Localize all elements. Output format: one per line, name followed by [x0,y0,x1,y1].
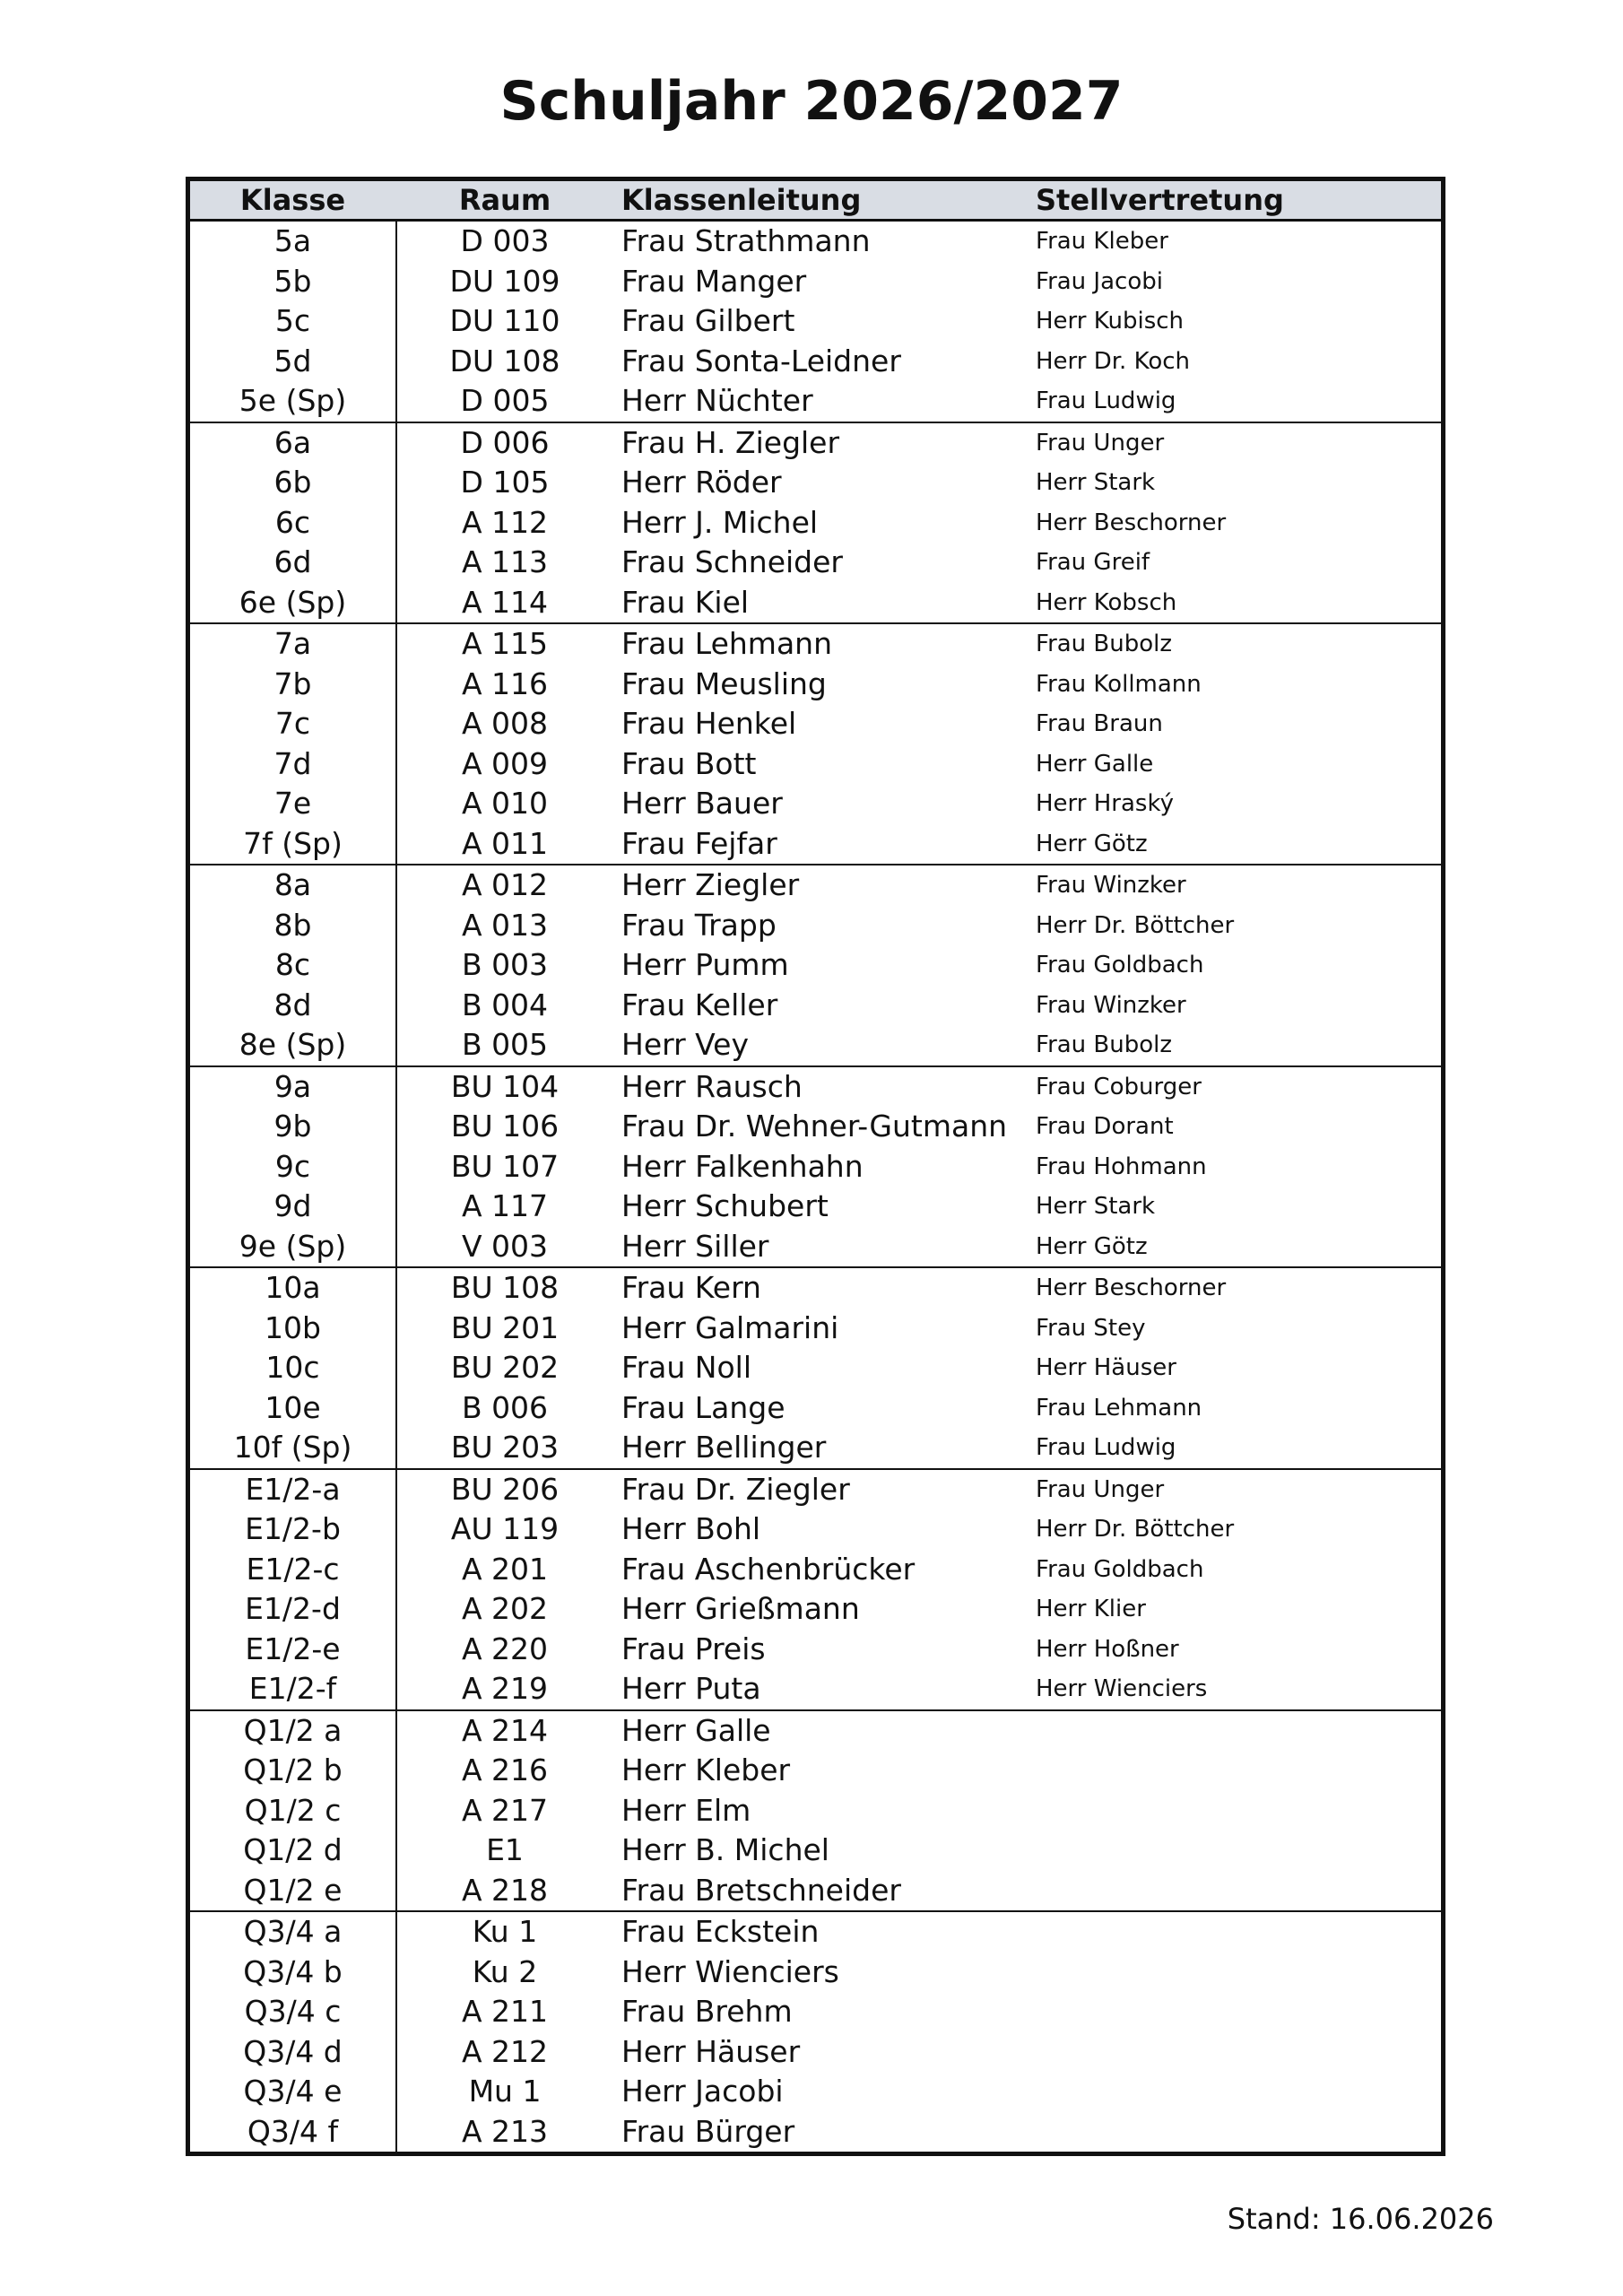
cell-stellvertretung: Frau Lehmann [1036,1394,1202,1422]
table-row [190,1509,1441,1550]
table-row [190,2112,1441,2152]
cell-stellvertretung [1036,1912,1439,1952]
cell-stellvertretung: Frau Braun [1036,710,1163,737]
cell-klassenleitung: Frau Henkel [621,706,797,741]
cell-raum: A 117 [461,1188,549,1223]
cell-klasse: 7b [273,665,312,701]
cell-klassenleitung: Frau Gilbert [621,303,795,338]
cell-raum: BU 203 [450,1430,560,1465]
cell-klassenleitung: Herr J. Michel [621,504,819,540]
cell-raum: A 213 [461,2113,549,2149]
cell-klasse: 10a [265,1270,321,1305]
cell-stellvertretung: Herr Kobsch [1036,588,1177,616]
table-row [190,423,1441,464]
cell-klasse: 8c [274,947,311,982]
cell-klasse: 10f (Sp) [233,1430,352,1465]
table-row [190,1348,1441,1388]
cell-klasse: 5d [273,343,312,378]
cell-raum: D 005 [460,383,550,418]
cell-klasse: 7e [273,786,312,821]
cell-klasse: 10b [265,1309,321,1345]
table-row [190,1992,1441,2032]
cell-raum: A 009 [461,745,549,781]
cell-stellvertretung: Herr Klier [1036,1596,1146,1622]
cell-klasse: Q3/4 d [243,2033,343,2069]
cell-stellvertretung: Herr Götz [1036,830,1148,857]
cell-klassenleitung: Frau Eckstein [621,1914,820,1949]
table-row [190,1550,1441,1590]
table-row [190,1630,1441,1670]
cell-raum: A 217 [461,1792,549,1828]
cell-stellvertretung: Herr Dr. Koch [1036,347,1191,375]
cell-klassenleitung: Herr Bohl [621,1511,761,1546]
cell-klasse: 9b [273,1109,312,1144]
cell-klassenleitung: Herr Schubert [621,1188,829,1223]
cell-raum: B 006 [461,1389,549,1425]
cell-stellvertretung: Frau Bubolz [1036,631,1173,657]
cell-klasse: 5e (Sp) [239,383,347,418]
cell-klasse: 6d [273,544,312,579]
cell-raum: BU 202 [450,1350,560,1385]
cell-raum: D 006 [460,424,550,460]
cell-klasse: 7d [273,745,312,781]
cell-klassenleitung: Frau Preis [621,1631,766,1666]
cell-stellvertretung: Frau Unger [1036,1475,1165,1503]
cell-stellvertretung: Herr Hoßner [1036,1635,1179,1663]
cell-klassenleitung: Herr Häuser [621,2033,801,2069]
table-row [190,342,1441,382]
cell-raum: A 011 [461,825,549,861]
table-row [190,301,1441,342]
table-row [190,945,1441,986]
cell-raum: E1 [486,1832,524,1867]
cell-raum: A 214 [461,1712,549,1748]
cell-stellvertretung [1036,1711,1439,1752]
cell-klassenleitung: Frau Lange [621,1389,785,1425]
cell-klassenleitung: Herr Falkenhahn [621,1148,864,1184]
cell-stellvertretung: Herr Dr. Böttcher [1036,911,1235,939]
table-row [190,1952,1441,1993]
table-row [190,865,1441,906]
cell-klassenleitung: Herr Rausch [621,1068,803,1104]
cell-stellvertretung [1036,1992,1439,2032]
cell-klasse: 10c [265,1350,320,1385]
cell-klasse: E1/2-a [245,1471,341,1507]
cell-klasse: 8e (Sp) [239,1027,347,1062]
table-row [190,1912,1441,1952]
table-row [190,1428,1441,1470]
cell-stellvertretung: Frau Ludwig [1036,387,1176,414]
cell-raum: A 216 [461,1752,549,1787]
cell-stellvertretung: Frau Bubolz [1036,1031,1173,1058]
cell-klassenleitung: Frau Bretschneider [621,1872,901,1908]
cell-klasse: 7a [273,626,312,661]
cell-klassenleitung: Herr Röder [621,465,782,500]
table-row [190,1831,1441,1871]
cell-klassenleitung: Herr Nüchter [621,383,813,418]
cell-raum: A 220 [461,1631,549,1666]
cell-klassenleitung: Frau Dr. Ziegler [621,1471,850,1507]
cell-raum: A 010 [461,786,549,821]
class-table [186,177,1445,2156]
cell-klassenleitung: Herr Siller [621,1228,769,1264]
cell-raum: D 105 [460,465,550,500]
table-row [190,2072,1441,2112]
table-row [190,704,1441,744]
cell-klassenleitung: Frau Keller [621,987,778,1022]
cell-stellvertretung: Herr Häuser [1036,1354,1176,1381]
cell-raum: B 005 [461,1027,549,1062]
cell-raum: DU 109 [449,263,560,299]
cell-klassenleitung: Frau Manger [621,263,807,299]
cell-stellvertretung: Herr Kubisch [1036,308,1185,335]
cell-stellvertretung: Frau Coburger [1036,1073,1202,1100]
table-header-row [190,181,1441,222]
cell-klasse: 9a [273,1068,312,1104]
cell-raum: A 114 [461,584,549,620]
cell-stellvertretung: Herr Beschorner [1036,509,1227,536]
table-row [190,1791,1441,1831]
table-row [190,2032,1441,2073]
cell-stellvertretung: Herr Galle [1036,750,1154,778]
cell-klassenleitung: Frau Kern [621,1270,761,1305]
table-row [190,1871,1441,1913]
cell-raum: A 008 [461,706,549,741]
header-klassenleitung: Klassenleitung [621,183,862,217]
cell-klassenleitung: Frau Bürger [621,2113,795,2149]
table-row [190,1470,1441,1510]
cell-klassenleitung: Herr Bellinger [621,1430,827,1465]
cell-raum: A 211 [461,1994,549,2029]
cell-raum: B 003 [461,947,549,982]
cell-klasse: Q3/4 a [243,1914,343,1949]
cell-klassenleitung: Herr Pumm [621,947,789,982]
cell-klassenleitung: Frau Aschenbrücker [621,1551,916,1587]
header-stellvertretung: Stellvertretung [1036,183,1284,217]
cell-klassenleitung: Herr Wienciers [621,1953,839,1989]
cell-stellvertretung [1036,1791,1439,1831]
cell-klasse: 8b [273,907,312,943]
cell-klassenleitung: Frau Schneider [621,544,843,579]
cell-raum: Mu 1 [468,2074,542,2109]
table-row [190,222,1441,262]
cell-stellvertretung: Frau Greif [1036,549,1150,576]
cell-klasse: 6c [274,504,311,540]
cell-klasse: 7c [274,706,311,741]
table-body [190,222,1441,2152]
cell-raum: A 201 [461,1551,549,1587]
table-row [190,1388,1441,1429]
cell-stellvertretung: Frau Winzker [1036,991,1186,1019]
cell-raum: BU 106 [450,1109,560,1144]
table-row [190,1107,1441,1147]
stand-date: Stand: 16.06.2026 [1227,2202,1494,2236]
cell-klasse: E1/2-c [246,1551,340,1587]
cell-stellvertretung: Frau Kollmann [1036,670,1202,698]
cell-klassenleitung: Frau H. Ziegler [621,424,840,460]
cell-klassenleitung: Frau Lehmann [621,626,832,661]
cell-klasse: Q3/4 e [243,2074,343,2109]
table-row [190,665,1441,705]
cell-stellvertretung: Herr Dr. Böttcher [1036,1516,1235,1543]
header-raum: Raum [458,183,551,217]
table-row [190,1067,1441,1108]
table-row [190,583,1441,625]
table-row [190,1187,1441,1227]
cell-klasse: Q3/4 c [244,1994,342,2029]
table-row [190,463,1441,503]
cell-klassenleitung: Herr B. Michel [621,1832,829,1867]
table-row [190,1227,1441,1269]
cell-klasse: 5b [273,263,312,299]
cell-klasse: 10e [265,1389,321,1425]
cell-klasse: 9d [273,1188,312,1223]
cell-klasse: Q1/2 a [243,1712,343,1748]
cell-raum: Ku 1 [472,1914,538,1949]
cell-klassenleitung: Frau Noll [621,1350,751,1385]
cell-raum: A 112 [461,504,549,540]
cell-klassenleitung: Frau Bott [621,745,757,781]
cell-klasse: Q3/4 b [243,1953,343,1989]
cell-klasse: 9c [274,1148,311,1184]
cell-raum: A 113 [461,544,549,579]
cell-raum: Ku 2 [472,1953,538,1989]
cell-raum: BU 201 [450,1309,560,1345]
cell-klassenleitung: Herr Vey [621,1027,750,1062]
cell-stellvertretung: Frau Stey [1036,1314,1146,1342]
cell-klassenleitung: Herr Kleber [621,1752,791,1787]
table-row [190,1589,1441,1630]
cell-klassenleitung: Frau Fejfar [621,825,777,861]
cell-klasse: Q1/2 e [243,1872,343,1908]
page-title: Schuljahr 2026/2027 [499,70,1124,133]
table-row [190,1309,1441,1349]
cell-klasse: E1/2-e [245,1631,341,1666]
cell-stellvertretung: Herr Beschorner [1036,1274,1227,1301]
table-row [190,784,1441,824]
cell-klasse: 9e (Sp) [239,1228,347,1264]
cell-stellvertretung [1036,1952,1439,1993]
cell-stellvertretung: Herr Hraský [1036,790,1174,817]
cell-raum: A 115 [461,626,549,661]
cell-klasse: E1/2-f [248,1671,337,1706]
table-row [190,543,1441,583]
cell-klassenleitung: Frau Strathmann [621,223,871,258]
table-row [190,1147,1441,1187]
cell-raum: A 202 [461,1591,549,1626]
cell-raum: BU 104 [450,1068,560,1104]
table-row [190,503,1441,544]
cell-raum: B 004 [461,987,549,1022]
cell-stellvertretung: Frau Dorant [1036,1113,1174,1140]
table-row [190,1025,1441,1067]
cell-klassenleitung: Frau Sonta-Leidner [621,343,901,378]
cell-klassenleitung: Herr Grießmann [621,1591,860,1626]
cell-raum: A 218 [461,1872,549,1908]
cell-klasse: 6b [273,465,312,500]
table-row [190,262,1441,302]
cell-stellvertretung: Herr Stark [1036,469,1156,496]
cell-raum: A 012 [461,867,549,902]
table-row [190,381,1441,423]
cell-raum: BU 107 [450,1148,560,1184]
table-row [190,986,1441,1026]
cell-stellvertretung [1036,2032,1439,2073]
table-row [190,624,1441,665]
cell-raum: AU 119 [450,1511,560,1546]
cell-raum: A 013 [461,907,549,943]
cell-stellvertretung: Frau Unger [1036,429,1165,457]
cell-klasse: E1/2-d [245,1591,341,1626]
cell-klasse: Q1/2 c [244,1792,342,1828]
cell-klassenleitung: Frau Trapp [621,907,777,943]
table-row [190,1711,1441,1752]
cell-klasse: Q1/2 d [243,1832,343,1867]
cell-raum: BU 108 [450,1270,560,1305]
cell-klassenleitung: Herr Ziegler [621,867,800,902]
cell-klasse: E1/2-b [245,1511,341,1546]
table-row [190,1268,1441,1309]
cell-klassenleitung: Herr Elm [621,1792,751,1828]
cell-stellvertretung: Herr Götz [1036,1232,1148,1260]
cell-stellvertretung: Herr Wienciers [1036,1675,1208,1702]
cell-raum: A 116 [461,665,549,701]
cell-stellvertretung: Frau Winzker [1036,872,1186,899]
cell-klasse: 6a [273,424,312,460]
cell-raum: D 003 [460,223,550,258]
cell-stellvertretung: Frau Goldbach [1036,1555,1204,1583]
cell-klasse: Q3/4 f [247,2113,339,2149]
cell-klasse: 8a [273,867,312,902]
cell-klassenleitung: Herr Jacobi [621,2074,784,2109]
cell-stellvertretung: Frau Ludwig [1036,1434,1176,1461]
table-row [190,906,1441,946]
cell-raum: V 003 [461,1228,549,1264]
cell-klassenleitung: Frau Brehm [621,1994,793,2029]
table-row [190,1669,1441,1711]
cell-klasse: 6e (Sp) [239,584,347,620]
table-row [190,1751,1441,1791]
cell-stellvertretung: Frau Goldbach [1036,952,1204,978]
cell-raum: DU 108 [449,343,560,378]
cell-klassenleitung: Herr Galmarini [621,1309,839,1345]
cell-klasse: 7f (Sp) [243,825,343,861]
cell-klasse: 8d [273,987,312,1022]
cell-raum: A 212 [461,2033,549,2069]
cell-klassenleitung: Herr Galle [621,1712,771,1748]
cell-klasse: 5a [273,223,312,258]
table-row [190,824,1441,866]
cell-klassenleitung: Herr Puta [621,1671,761,1706]
cell-stellvertretung: Frau Hohmann [1036,1152,1207,1180]
table-row [190,744,1441,785]
cell-stellvertretung: Frau Jacobi [1036,267,1163,295]
cell-klasse: Q1/2 b [243,1752,343,1787]
header-klasse: Klasse [239,183,346,217]
cell-klassenleitung: Frau Kiel [621,584,750,620]
cell-klassenleitung: Frau Dr. Wehner-Gutmann [621,1109,1008,1144]
cell-klassenleitung: Frau Meusling [621,665,827,701]
cell-raum: BU 206 [450,1471,560,1507]
cell-stellvertretung [1036,2112,1439,2152]
cell-stellvertretung: Frau Kleber [1036,228,1168,255]
cell-klassenleitung: Herr Bauer [621,786,783,821]
cell-stellvertretung [1036,1831,1439,1871]
cell-raum: DU 110 [449,303,560,338]
cell-raum: A 219 [461,1671,549,1706]
cell-stellvertretung [1036,1871,1439,1911]
cell-klasse: 5c [274,303,311,338]
cell-stellvertretung [1036,1751,1439,1791]
cell-stellvertretung [1036,2072,1439,2112]
cell-stellvertretung: Herr Stark [1036,1193,1156,1220]
